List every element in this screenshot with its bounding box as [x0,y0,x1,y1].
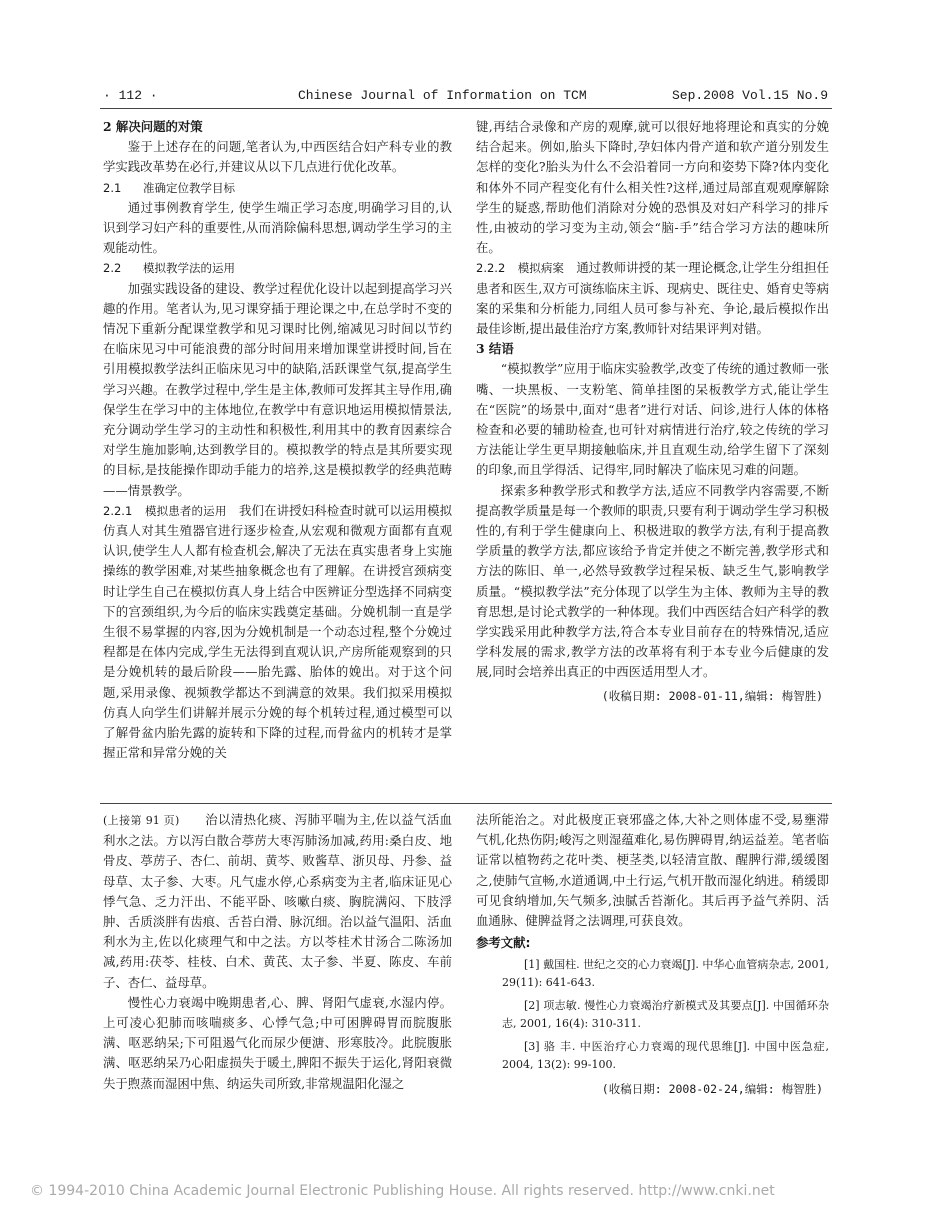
continuation-note: (上接第 91 页) [103,814,180,827]
header-rule [100,108,832,109]
subsection-number: 2.2.2 [476,261,506,276]
paragraph: 通过事例教育学生, 使学生端正学习态度,明确学习目的,认识到学习妇产科的重要性,从而消除偏科思想,调动学生学习的主观能动性。 [103,199,452,256]
reference-item: [2] 项志敏. 慢性心力衰竭治疗新模式及其要点[J]. 中国循环杂志, 2001, 16(4): 310-311. [502,999,829,1030]
paragraph: 鉴于上述存在的问题,笔者认为,中西医结合妇产科专业的教学实践改革势在必行,并建议从以下几点进行优化改革。 [103,139,452,175]
subsection-number: 2.2.1 [103,503,133,518]
reference-item: [1] 戴国柱. 世纪之交的心力衰竭[J]. 中华心血管病杂志, 2001, 29(11): 641-643. [502,958,829,989]
section-heading: 3 结语 [476,341,514,357]
paragraph [103,810,452,993]
journal-title: Chinese Journal of Information on TCM [298,88,587,103]
received-date: (收稿日期: 2008-02-24,编辑: 梅智胜) [601,1082,823,1097]
references-heading: 参考文献: [476,935,531,951]
paragraph [476,258,829,339]
paragraph-text: 通过教师讲授的某一理论概念,让学生分组担任患者和医生,双方可演练临床主诉、现病史、既往史、婚育史等病案的采集和分析能力,同组人员可参与补充、争论,最后模拟作出最佳诊断,提出最佳治疗方案,教师针对结果评判对错。 [476,260,830,337]
paragraph-text: 治以清热化痰、泻肺平喘为主,佐以益气活血利水之法。方以泻白散合葶苈大枣泻肺汤加减,药用:桑白皮、地骨皮、葶苈子、杏仁、前胡、黄芩、败酱草、浙贝母、丹参、益母草、太子参、大枣。凡气虚水停,心系病变为主者,临床证见心悸气急、乏力汗出、不能平卧、咳嗽白痰、胸脘满闷、下肢浮肿、舌质淡胖有齿痕、舌苔白滑、脉沉细。治以益气温阳、活血利水为主,佐以化痰理气和中之法。方以苓桂术甘汤合二陈汤加减,药用:茯苓、桂枝、白术、黄芪、太子参、半夏、陈皮、车前子、杏仁、益母草。 [103,812,452,990]
paragraph: 法所能治之。对此极度正衰邪盛之体,大补之则体虚不受,易壅滞气机,化热伤阴;峻泻之则湿蕴难化,易伤脾碍胃,纳运益差。笔者临证常以植物药之花叶类、梗茎类,以轻清宣散、醒脾行滞,缓缓图之,使肺气宣畅,水道通调,中土行运,气机开散而湿化纳进。稍缓即可见食纳增加,矢气频多,浊腻舌苔渐化。其后再予益气养阴、活血通脉、健脾益肾之法调理,可获良效。 [476,812,829,929]
paragraph: 慢性心力衰竭中晚期患者,心、脾、肾阳气虚衰,水湿内停。上可凌心犯肺而咳喘痰多、心悸气急;中可困脾碍胃而脘腹胀满、呕恶纳呆;下可阻遏气化而尿少便溏、形寒肢冷。此脘腹胀满、呕恶纳呆乃心阳虚损失于暖土,脾阳不振失于运化,肾阳衰微失于煦蒸而湿困中焦、纳运失司所致,非常规温阳化湿之 [103,994,452,1091]
subsection-title: 模拟病案 [517,261,564,276]
paragraph: 探索多种教学形式和教学方法,适应不同教学内容需要,不断提高教学质量是每一个教师的职责,只要有利于调动学生学习积极性的,有利于学生健康向上、积极进取的教学方法,有利于提高教学质量的教学方法,都应该给予肯定并使之不断完善,教学形式和方法的陈旧、单一,必然导致教学过程呆板、缺乏生气,影响教学质量。“模拟教学法”充分体现了以学生为主体、教师为主导的教育思想,是讨论式教学的一种体现。我们中西医结合妇产科学的教学实践采用此种教学方法,符合本专业目前存在的特殊情况,适应学科发展的需求,教学方法的改革将有利于本专业今后健康的发展,同时会培养出真正的中西医适用型人才。 [476,482,829,680]
subsection-title: 模拟教学法的运用 [143,261,235,276]
continued-right-column [476,810,829,1100]
section-heading: 2 解决问题的对策 [103,119,203,134]
continued-left-column [103,810,452,1094]
subsection-heading [103,258,452,278]
paragraph-text: 我们在讲授妇科检查时就可以运用模拟仿真人对其生殖器官进行逐步检查,从宏观和微观方面都有直观认识,使学生人人都有检查机会,解决了无法在真实患者身上实施操练的教学困难,对某些抽象概念也有了理解。在讲授宫颈病变时让学生自己在模拟仿真人身上结合中医辨证分型选择不同病变下的宫颈组织,为今后的临床实践奠定基础。分娩机制一直是学生很不易掌握的内容,因为分娩机制是一个动态过程,整个分娩过程都是在体内完成,学生无法得到直观认识,产房所能观察到的只是分娩机转的最后阶段——胎先露、胎体的娩出。对于这个问题,采用录像、视频教学都达不到满意的效果。我们拟采用模拟仿真人向学生们讲解并展示分娩的每个机转过程,通过模型可以了解骨盆内胎先露的旋转和下降的过程,而骨盆内的机转才是掌握正常和异常分娩的关 [103,502,453,761]
paragraph [103,501,452,764]
subsection-title: 模拟患者的运用 [144,503,227,518]
paragraph: “模拟教学”应用于临床实验教学,改变了传统的通过教师一张嘴、一块黑板、一支粉笔、简单挂图的呆板教学方式,能让学生在“医院”的场景中,面对“患者”进行对话、问诊,进行人体的体格检查和必要的辅助检查,也可针对病情进行治疗,较之传统的学习方法能让学生更早期接触临床,并且直观生动,给学生留下了深刻的印象,而且学得活、记得牢,同时解决了临床见习难的问题。 [476,361,829,478]
reference-item: [3] 骆 丰. 中医治疗心力衰竭的现代思维[J]. 中国中医急症, 2004, 13(2): 99-100. [502,1040,829,1071]
issue-info: Sep.2008 Vol.15 No.9 [671,88,828,103]
page-number: · 112 · [103,88,158,103]
copyright-footer: © 1994-2010 China Academic Journal Electronic Publishing House. All rights reserved. http://www.cnki.net [30,1183,775,1199]
subsection-number: 2.2 [103,261,122,276]
paragraph: 加强实践设备的建设、教学过程优化设计以起到提高学习兴趣的作用。笔者认为,见习课穿插于理论课之中,在总学时不变的情况下重新分配课堂教学和见习课时比例,缩减见习时间以节约在临床见习中可能浪费的部分时间用来增加课堂讲授时间,旨在引用模拟教学法纠正临床见习中的缺陷,活跃课堂气氛,提高学生学习兴趣。在教学过程中,学生是主体,教师可发挥其主导作用,确保学生在学习中的主体地位,在教学中有意识地运用模拟情景法,充分调动学生学习的主动性和积极性,利用其中的教育因素综合对学生施加影响,达到教学目的。模拟教学的特点是其所要实现的目标,是技能操作即动手能力的培养,这是模拟教学的经典范畴——情景教学。 [103,280,452,498]
subsection-number: 2.1 [103,180,122,195]
subsection-title: 准确定位教学目标 [143,180,235,195]
running-header [103,88,828,108]
received-date: (收稿日期: 2008-01-11,编辑: 梅智胜) [601,688,823,703]
section-divider [100,803,832,804]
article-left-column [103,117,452,764]
paragraph: 键,再结合录像和产房的观摩,就可以很好地将理论和真实的分娩结合起来。例如,胎头下降时,孕妇体内骨产道和软产道分别发生怎样的变化?胎头为什么不会沿着同一方向和姿势下降?体内变化和体外不同产程变化有什么相关性?这样,通过局部直观观摩解除学生的疑惑,帮助他们消除对分娩的恐惧及对妇产科学习的排斥性,由被动的学习变为主动,领会“脑-手”结合学习方法的趣味所在。 [476,119,829,256]
article-right-column [476,117,829,706]
subsection-heading [103,178,452,198]
